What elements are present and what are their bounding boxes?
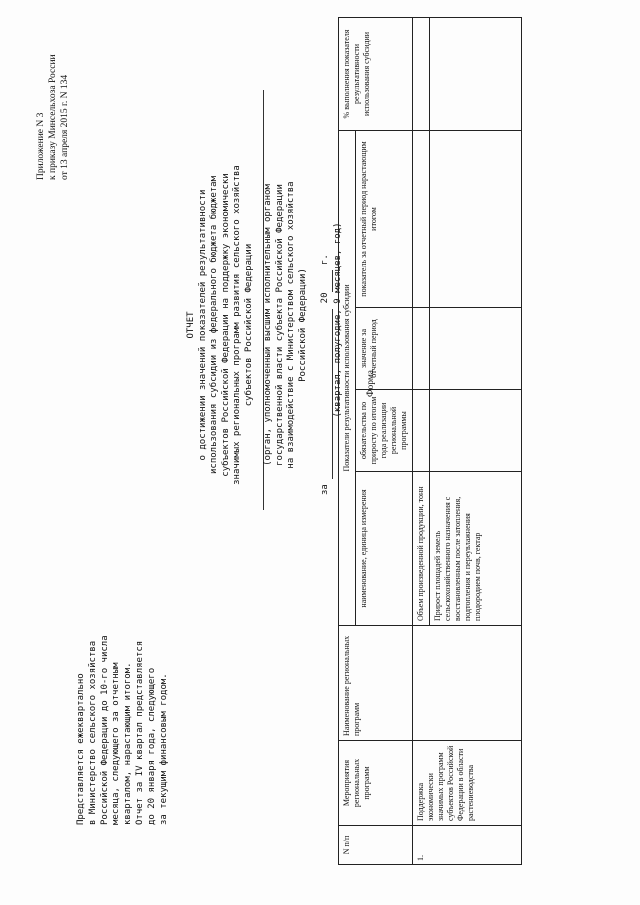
note-line: кварталом, нарастающим итогом.: [123, 662, 134, 825]
note-line: до 20 января года, следующего: [146, 667, 157, 825]
header-number: N п/п: [339, 826, 413, 865]
note-line: Российской Федерации до 10-го числа: [99, 635, 110, 825]
header-period-value: значение за отчетный период: [356, 308, 413, 390]
report-title-line: о достижении значений показателей результативности: [197, 189, 208, 461]
annex-order: к приказу Минсельхоза России: [48, 54, 58, 180]
header-programs: Наименование региональных программ: [339, 626, 413, 741]
authority-caption-line: государственной власти субъекта Российской Федерации: [274, 184, 285, 466]
form-label: Форма: [366, 369, 376, 397]
period-caption: (квартал, полугодие, 9 месяцев, год): [332, 222, 343, 418]
report-title-line: использования субсидии из федерального бюджета бюджетам: [209, 176, 219, 475]
row-commitments-cell: [430, 390, 522, 472]
report-title: [186, 115, 255, 535]
note-line: в Министерство сельского хозяйства: [87, 640, 98, 825]
annex-reference: [35, 10, 71, 180]
row-activity: Поддержка экономически значимых программ субъектов Российской Федерации в области растениеводства: [413, 741, 522, 826]
row-commitments-cell: [413, 390, 430, 472]
note-line: Отчет за IV квартал представляется: [134, 640, 145, 825]
period-blank: [320, 309, 333, 479]
submission-note: [76, 585, 170, 825]
report-title-line: субъектов Российской Федерации на поддержку экономически: [220, 173, 231, 477]
row-indicator: Прирост площадей земель сельскохозяйственного назначения с восстановленным после затопления, подтопления и переувлажнения плодородием почв, гектар: [430, 472, 522, 626]
annex-number: Приложение N 3: [36, 112, 46, 180]
header-activities: Мероприятия региональных программ: [339, 741, 413, 826]
report-title-line: значимых региональных программ развития сельского хозяйства: [232, 165, 242, 485]
header-commitments: обязательства по приросту по итогам года реализации региональной программы: [356, 390, 413, 472]
period-prefix: за: [320, 484, 330, 495]
report-title-line: ОТЧЕТ: [186, 311, 196, 339]
row-program: [413, 626, 522, 741]
year-blank: [320, 270, 333, 292]
row-cumulative-cell: [413, 130, 430, 307]
period-year-prefix: 20: [320, 292, 330, 304]
annex-date: от 13 апреля 2015 г. N 134: [60, 74, 70, 180]
note-line: за текущим финансовым годом.: [158, 673, 169, 825]
row-completion-cell: [430, 17, 522, 130]
authority-caption: [263, 115, 309, 535]
period-year-suffix: г.: [320, 254, 330, 266]
report-title-line: субъектов Российской Федерации: [243, 243, 254, 407]
authority-caption-line: на взаимодействие с Министерством сельского хозяйства: [286, 181, 296, 469]
authority-caption-line: Российской Федерации): [297, 268, 308, 382]
header-indicators-group: Показатели результативности использования субсидии: [339, 130, 356, 625]
results-table: [338, 17, 522, 865]
row-indicator: Объем произведенной продукции, тонн: [413, 472, 430, 626]
note-line: Представляется ежеквартально: [76, 673, 86, 825]
row-period-value-cell: [430, 308, 522, 390]
note-line: месяца, следующего за отчетным: [111, 662, 122, 825]
row-completion-cell: [413, 17, 430, 130]
table-row: [413, 17, 430, 864]
row-cumulative-cell: [430, 130, 522, 307]
authority-caption-line: (орган, уполномоченный высшим исполнительным органом: [263, 184, 273, 466]
header-cumulative: показатель за отчетный период нарастающим итогом: [356, 130, 413, 307]
header-indicator-name: наименование, единица измерения: [356, 472, 413, 626]
header-completion: % выполнения показателя результативности использования субсидии: [339, 17, 413, 130]
row-period-value-cell: [413, 308, 430, 390]
row-number: 1.: [413, 826, 522, 865]
